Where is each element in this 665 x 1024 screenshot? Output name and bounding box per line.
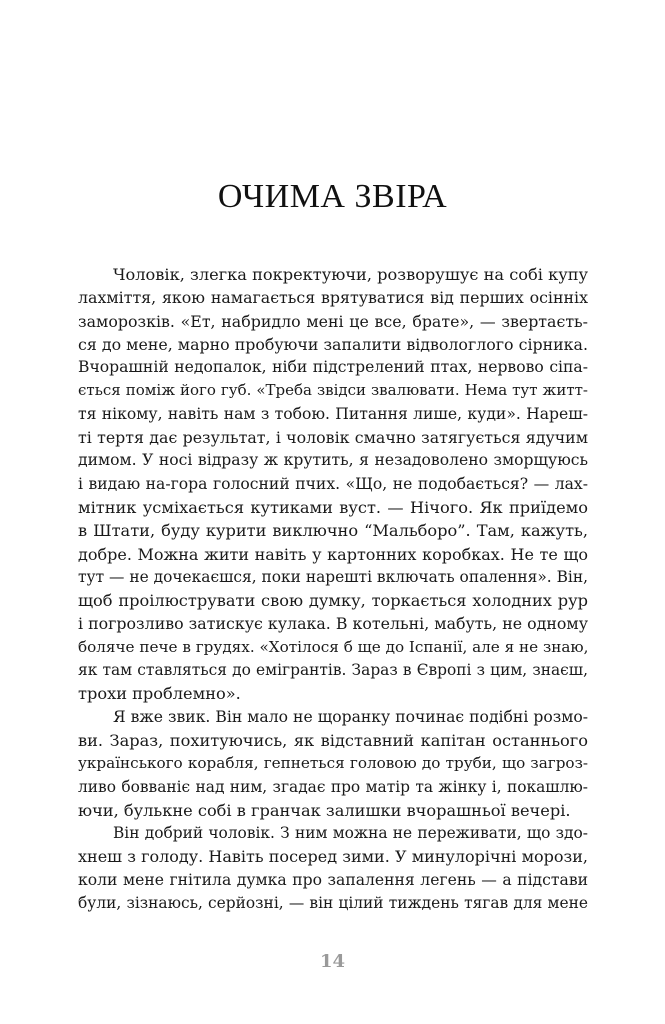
text-line: Вчорашній недопалок, ніби підстрелений птах, нервово сіпа-: [78, 358, 588, 377]
paragraph: [78, 822, 588, 915]
text-line: ви. Зараз, похитуючись, як відставний капітан останнього: [78, 730, 588, 750]
text-line: трохи проблемно».: [78, 684, 241, 704]
text-line: димом. У носі відразу ж крутить, я незадоволено зморщуюсь: [78, 451, 588, 470]
page-number: 14: [319, 951, 346, 972]
text-line: як там ставляться до емігрантів. Зараз в Європі з цим, знаєш,: [78, 661, 588, 680]
text-line: добре. Можна жити навіть у картонних коробках. Не те що: [78, 544, 588, 564]
text-line: хнеш з голоду. Навіть посеред зими. У минулорічні морози,: [78, 847, 588, 867]
text-line: боляче пече в грудях. «Хотілося б ще до Іспанії, але я не знаю,: [78, 637, 588, 656]
text-line: були, зізнаюсь, серйозні, — він цілий тиждень тягав для мене: [78, 894, 588, 913]
text-line: і видаю на-гора голосний пчих. «Що, не подобається? — лах-: [78, 474, 588, 493]
text-line: заморозків. «Ет, набридло мені це все, брате», — звертаєть-: [78, 311, 588, 331]
text-line: і погрозливо затискує кулака. В котельні, мабуть, не одному: [78, 614, 588, 634]
text-line: тут — не дочекаєшся, поки нарешті включать опалення». Він,: [78, 567, 588, 586]
text-line: ті тертя дає результат, і чоловік смачно затягується ядучим: [78, 428, 588, 448]
chapter-title: ОЧИМА ЗВІРА: [217, 178, 448, 215]
text-line: коли мене гнітила думка про запалення легень — а підстави: [78, 870, 588, 889]
paragraph: [78, 263, 588, 706]
text-line: ливо бовваніє над ним, згадає про матір та жінку і, покашлю-: [78, 777, 588, 796]
text-line: Чоловік, злегка покректуючи, розворушує на собі купу: [113, 265, 588, 284]
chapter-body: [78, 263, 588, 915]
text-line: ся до мене, марно пробуючи запалити відвологлого сірника.: [78, 334, 588, 354]
text-line: Він добрий чоловік. З ним можна не переживати, що здо-: [113, 824, 588, 843]
text-line: мітник усміхається кутиками вуст. — Нічого. Як приїдемо: [78, 497, 588, 517]
text-line: тя нікому, навіть нам з тобою. Питання лише, куди». Нареш-: [78, 404, 588, 423]
text-line: ється поміж його губ. «Треба звідси звалювати. Нема тут житт-: [78, 381, 588, 400]
paragraph: [78, 706, 588, 822]
text-line: щоб проілюструвати свою думку, торкається холодних рур: [78, 591, 588, 611]
text-line: в Штати, буду курити виключно “Мальборо”. Там, кажуть,: [78, 521, 588, 541]
text-line: українського корабля, гепнеться головою до труби, що загроз-: [78, 754, 588, 773]
text-line: Я вже звик. Він мало не щоранку починає подібні розмо-: [113, 707, 588, 726]
text-line: ючи, булькне собі в гранчак залишки вчорашньої вечері.: [78, 800, 571, 820]
text-line: лахміття, якою намагається врятуватися від перших осінніх: [78, 288, 588, 308]
